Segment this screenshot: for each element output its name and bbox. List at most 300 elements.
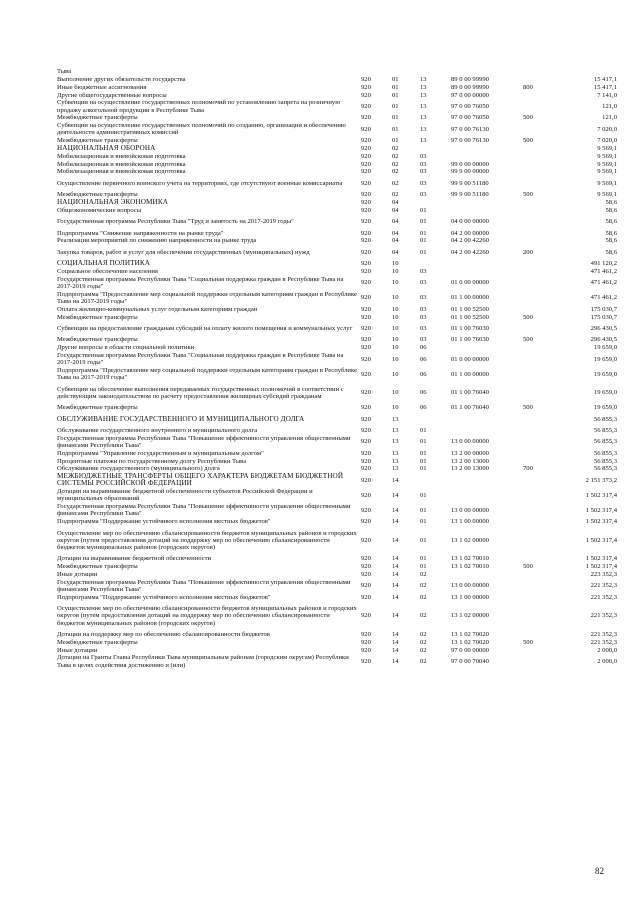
row-code: 13 1 02 00000 <box>451 536 489 544</box>
row-code: 01 <box>420 427 427 435</box>
row-code: 500 <box>523 313 533 321</box>
row-code: 03 <box>420 152 427 160</box>
row-code: 13 1 00 00000 <box>451 593 489 601</box>
table-row <box>57 593 617 601</box>
row-amount: 9 569,1 <box>597 179 617 187</box>
row-code: 800 <box>523 83 533 91</box>
row-amount: 19 659,0 <box>593 355 617 363</box>
row-name: Субвенции на осуществление государственных полномочий по созданию, организации и обеспечению деятельности административных комиссий <box>57 122 346 137</box>
row-code: 04 <box>392 199 399 207</box>
row-amount: 7 141,0 <box>597 91 617 99</box>
budget-table <box>57 68 617 669</box>
row-code: 920 <box>361 638 371 646</box>
row-code: 14 <box>392 593 399 601</box>
row-code: 03 <box>420 336 427 344</box>
table-row <box>57 450 617 458</box>
row-code: 03 <box>420 268 427 276</box>
row-code: 920 <box>361 438 371 446</box>
row-code: 01 0 00 00000 <box>451 279 489 287</box>
row-amount: 221 352,3 <box>590 612 617 620</box>
row-code: 920 <box>361 76 371 84</box>
row-code: 920 <box>361 160 371 168</box>
row-code: 01 <box>420 457 427 465</box>
row-code: 13 1 02 70010 <box>451 563 489 571</box>
row-code: 920 <box>361 582 371 590</box>
row-code: 920 <box>361 465 371 473</box>
row-name: Субвенции на предоставление гражданам субсидий на оплату жилого помещения и коммунальных услуг <box>57 325 353 333</box>
row-code: 700 <box>523 465 533 473</box>
table-row <box>57 68 617 76</box>
row-code: 97 0 00 00000 <box>451 91 489 99</box>
row-code: 920 <box>361 355 371 363</box>
page-number: 82 <box>595 866 604 876</box>
row-code: 04 <box>392 237 399 245</box>
row-code: 920 <box>361 114 371 122</box>
row-amount: 2 151 373,2 <box>585 476 617 484</box>
row-code: 920 <box>361 279 371 287</box>
row-name: Реализация мероприятий по снижению напряженности на рынке труда <box>57 237 257 245</box>
row-code: 920 <box>361 563 371 571</box>
row-name: Подпрограмма "Поддержание устойчивого исполнения местных бюджетов" <box>57 593 271 601</box>
row-code: 04 2 00 00000 <box>451 229 489 237</box>
row-name: Дотации на Гранты Главы Республики Тыва муниципальным районам (городским округам) Республики Тыва в целях содействия достижению и (или) <box>57 654 349 669</box>
row-name: Дотации на поддержку мер по обеспечению сбалансированности бюджетов <box>57 630 270 638</box>
row-name: Иные бюджетные ассигнования <box>57 83 147 91</box>
row-code: 13 <box>420 83 427 91</box>
row-code: 01 <box>420 555 427 563</box>
row-name: Подпрограмма "Снижение напряженности на рынке труда" <box>57 229 224 237</box>
row-code: 01 <box>420 536 427 544</box>
table-row <box>57 145 617 153</box>
row-code: 01 <box>392 125 399 133</box>
row-code: 03 <box>420 294 427 302</box>
row-name: Закупка товаров, работ и услуг для обеспечения государственных (муниципальных) нужд <box>57 248 310 256</box>
row-code: 10 <box>392 305 399 313</box>
row-code: 920 <box>361 229 371 237</box>
row-code: 920 <box>361 294 371 302</box>
row-code: 10 <box>392 260 399 268</box>
row-code: 06 <box>420 389 427 397</box>
table-row <box>57 473 617 488</box>
row-name: НАЦИОНАЛЬНАЯ ЭКОНОМИКА <box>57 198 169 207</box>
row-code: 01 1 00 00000 <box>451 294 489 302</box>
row-name: Государственная программа Республики Тыва "Социальная поддержка граждан в Республике Тыва на 2017-2019 годы" <box>57 352 344 367</box>
row-code: 99 9 00 00000 <box>451 168 489 176</box>
row-code: 13 0 00 00000 <box>451 582 489 590</box>
row-code: 03 <box>420 160 427 168</box>
row-code: 920 <box>361 168 371 176</box>
row-code: 13 1 02 00000 <box>451 612 489 620</box>
row-code: 14 <box>392 657 399 665</box>
row-code: 13 <box>420 103 427 111</box>
row-code: 13 <box>392 449 399 457</box>
table-row <box>57 214 617 229</box>
row-code: 10 <box>392 344 399 352</box>
row-name: Межбюджетные трансферты <box>57 137 138 145</box>
row-code: 02 <box>420 570 427 578</box>
row-amount: 56 855,3 <box>593 438 617 446</box>
row-code: 03 <box>420 279 427 287</box>
row-amount: 15 417,1 <box>593 76 617 84</box>
table-row <box>57 601 617 630</box>
row-code: 500 <box>523 191 533 199</box>
table-row <box>57 99 617 114</box>
row-name: Субвенции на осуществление государственных полномочий по установлению запрета на розничную продажу алкогольной продукции в Республике Тыва <box>57 99 341 114</box>
row-code: 01 <box>392 83 399 91</box>
row-name: Другие общегосударственные вопросы <box>57 91 167 99</box>
row-name: Государственная программа Республики Тыва "Повышение эффективности управления общественными финансами Республики Тыва" <box>57 434 351 450</box>
row-code: 13 1 02 70020 <box>451 630 489 638</box>
row-amount: 1 502 317,4 <box>585 518 617 526</box>
row-code: 13 <box>392 415 399 423</box>
row-code: 01 <box>392 91 399 99</box>
row-code: 99 9 00 51180 <box>451 191 489 199</box>
row-code: 04 2 00 42260 <box>451 248 489 256</box>
table-row <box>57 654 617 669</box>
row-code: 02 <box>392 160 399 168</box>
row-code: 920 <box>361 268 371 276</box>
table-row <box>57 367 617 382</box>
row-code: 13 0 00 00000 <box>451 506 489 514</box>
row-name: Процентные платежи по государственному долгу Республики Тыва <box>57 457 247 465</box>
table-row <box>57 555 617 563</box>
row-code: 14 <box>392 638 399 646</box>
row-amount: 56 855,3 <box>593 415 617 423</box>
row-code: 01 <box>420 563 427 571</box>
row-amount: 58,6 <box>605 237 617 245</box>
row-name: Обслуживание государственного (муниципального) долга <box>57 465 220 473</box>
row-code: 920 <box>361 536 371 544</box>
table-row <box>57 571 617 579</box>
row-code: 200 <box>523 248 533 256</box>
row-name: Государственная программа Республики Тыва "Повышение эффективности управления общественными финансами Республики Тыва" <box>57 578 351 593</box>
row-code: 01 1 00 76030 <box>451 325 489 333</box>
row-code: 04 <box>392 218 399 226</box>
row-name: Тыва <box>57 68 72 76</box>
row-code: 01 <box>420 248 427 256</box>
row-code: 01 <box>420 491 427 499</box>
row-code: 01 1 00 52500 <box>451 313 489 321</box>
row-code: 920 <box>361 612 371 620</box>
table-row <box>57 526 617 555</box>
row-name: Выполнение других обязательств государства <box>57 76 186 84</box>
table-row <box>57 435 617 450</box>
table-row <box>57 646 617 654</box>
row-code: 13 <box>392 438 399 446</box>
row-amount: 56 855,3 <box>593 427 617 435</box>
row-amount: 175 030,7 <box>590 313 617 321</box>
row-code: 500 <box>523 114 533 122</box>
table-row <box>57 503 617 518</box>
row-code: 14 <box>392 536 399 544</box>
row-amount: 58,6 <box>605 229 617 237</box>
row-code: 01 <box>420 518 427 526</box>
row-code: 920 <box>361 83 371 91</box>
row-code: 99 0 00 00000 <box>451 160 489 168</box>
table-row <box>57 207 617 215</box>
table-row <box>57 427 617 435</box>
row-amount: 1 502 317,4 <box>585 491 617 499</box>
row-code: 89 0 00 99990 <box>451 83 489 91</box>
row-amount: 58,6 <box>605 218 617 226</box>
row-code: 97 0 00 76050 <box>451 103 489 111</box>
row-code: 13 1 00 00000 <box>451 518 489 526</box>
row-code: 10 <box>392 389 399 397</box>
table-row <box>57 229 617 237</box>
row-amount: 296 430,5 <box>590 336 617 344</box>
row-code: 14 <box>392 518 399 526</box>
row-code: 920 <box>361 370 371 378</box>
row-code: 02 <box>420 638 427 646</box>
row-code: 920 <box>361 630 371 638</box>
row-name: Межбюджетные трансферты <box>57 191 138 199</box>
row-amount: 56 855,3 <box>593 457 617 465</box>
row-code: 89 0 00 99990 <box>451 76 489 84</box>
row-code: 04 <box>392 248 399 256</box>
row-amount: 296 430,5 <box>590 325 617 333</box>
row-code: 13 2 00 00000 <box>451 449 489 457</box>
row-code: 13 2 00 13000 <box>451 465 489 473</box>
row-code: 920 <box>361 91 371 99</box>
row-code: 13 <box>420 125 427 133</box>
table-row <box>57 563 617 571</box>
row-code: 01 <box>392 76 399 84</box>
row-code: 13 2 00 13000 <box>451 457 489 465</box>
row-code: 920 <box>361 260 371 268</box>
table-row <box>57 114 617 122</box>
row-code: 920 <box>361 199 371 207</box>
row-code: 06 <box>420 404 427 412</box>
row-code: 920 <box>361 415 371 423</box>
table-row <box>57 488 617 503</box>
row-name: Подпрограмма "Предоставление мер социальной поддержки отдельным категориям граждан в Республике Тыва на 2017-2019 годы" <box>57 290 357 306</box>
row-code: 97 0 00 76050 <box>451 114 489 122</box>
table-row <box>57 122 617 137</box>
row-name: Межбюджетные трансферты <box>57 336 138 344</box>
table-row <box>57 457 617 465</box>
row-code: 13 <box>420 91 427 99</box>
row-code: 97 0 00 76130 <box>451 125 489 133</box>
row-code: 500 <box>523 404 533 412</box>
row-amount: 56 855,3 <box>593 449 617 457</box>
row-code: 01 0 00 00000 <box>451 355 489 363</box>
row-code: 03 <box>420 305 427 313</box>
row-code: 920 <box>361 325 371 333</box>
table-row <box>57 176 617 191</box>
row-code: 920 <box>361 191 371 199</box>
table-row <box>57 631 617 639</box>
row-code: 920 <box>361 313 371 321</box>
row-amount: 9 569,1 <box>597 160 617 168</box>
row-code: 920 <box>361 125 371 133</box>
row-amount: 9 569,1 <box>597 168 617 176</box>
row-amount: 221 352,3 <box>590 630 617 638</box>
row-code: 02 <box>392 152 399 160</box>
table-row <box>57 84 617 92</box>
table-row <box>57 168 617 176</box>
row-amount: 1 502 317,4 <box>585 506 617 514</box>
row-code: 14 <box>392 476 399 484</box>
row-amount: 121,0 <box>602 114 617 122</box>
row-code: 02 <box>420 593 427 601</box>
row-amount: 471 461,2 <box>590 279 617 287</box>
row-name: Мобилизационная и вневойсковая подготовка <box>57 152 186 160</box>
row-code: 920 <box>361 427 371 435</box>
table-row <box>57 336 617 344</box>
row-code: 01 <box>392 137 399 145</box>
row-code: 920 <box>361 506 371 514</box>
table-row <box>57 382 617 404</box>
row-code: 13 1 02 70010 <box>451 555 489 563</box>
row-code: 01 1 00 76040 <box>451 404 489 412</box>
row-code: 02 <box>392 179 399 187</box>
row-code: 14 <box>392 612 399 620</box>
row-amount: 56 855,3 <box>593 465 617 473</box>
row-code: 04 2 00 42260 <box>451 237 489 245</box>
table-row <box>57 153 617 161</box>
row-amount: 19 659,0 <box>593 370 617 378</box>
row-code: 97 0 00 00000 <box>451 646 489 654</box>
row-code: 920 <box>361 103 371 111</box>
table-row <box>57 352 617 367</box>
row-amount: 58,6 <box>605 199 617 207</box>
row-code: 02 <box>392 168 399 176</box>
row-amount: 19 659,0 <box>593 344 617 352</box>
row-name: Иные дотации <box>57 646 98 654</box>
row-amount: 58,6 <box>605 206 617 214</box>
row-code: 99 9 00 51180 <box>451 179 489 187</box>
row-code: 04 <box>392 206 399 214</box>
table-row <box>57 344 617 352</box>
row-name: Мобилизационная и вневойсковая подготовка <box>57 168 186 176</box>
row-code: 97 0 00 70040 <box>451 657 489 665</box>
row-code: 01 <box>420 438 427 446</box>
row-code: 13 1 02 70020 <box>451 638 489 646</box>
row-code: 14 <box>392 491 399 499</box>
row-name: Подпрограмма "Управление государственным и муниципальным долгом" <box>57 449 264 457</box>
row-code: 10 <box>392 294 399 302</box>
row-name: Другие вопросы в области социальной политики <box>57 344 195 352</box>
row-code: 02 <box>420 630 427 638</box>
row-code: 01 1 00 52500 <box>451 305 489 313</box>
row-code: 01 <box>420 506 427 514</box>
table-row <box>57 638 617 646</box>
row-code: 06 <box>420 355 427 363</box>
row-name: Иные дотации <box>57 570 98 578</box>
row-code: 920 <box>361 344 371 352</box>
row-code: 920 <box>361 305 371 313</box>
row-code: 10 <box>392 370 399 378</box>
table-row <box>57 276 617 291</box>
table-row <box>57 260 617 268</box>
row-amount: 121,0 <box>602 103 617 111</box>
row-code: 13 <box>420 76 427 84</box>
row-code: 03 <box>420 325 427 333</box>
row-code: 14 <box>392 555 399 563</box>
row-amount: 19 659,0 <box>593 404 617 412</box>
row-code: 14 <box>392 646 399 654</box>
row-name: Осуществление мер по обеспечению сбалансированности бюджетов муниципальных районов и городских округов (путем предоставления дотаций на поддержку мер по обеспечению сбалансированности бюджетов муниципальных районов (городских округов) <box>57 605 357 627</box>
row-code: 14 <box>392 630 399 638</box>
row-code: 920 <box>361 137 371 145</box>
row-name: Обслуживание государственного внутреннего и муниципального долга <box>57 427 258 435</box>
row-code: 920 <box>361 237 371 245</box>
row-code: 10 <box>392 325 399 333</box>
row-amount: 223 352,3 <box>590 570 617 578</box>
row-code: 01 <box>420 449 427 457</box>
row-name: Осуществление первичного воинского учета на территориях, где отсутствуют военные комиссариаты <box>57 179 343 187</box>
row-code: 03 <box>420 191 427 199</box>
row-code: 10 <box>392 268 399 276</box>
row-name: МЕЖБЮДЖЕТНЫЕ ТРАНСФЕРТЫ ОБЩЕГО ХАРАКТЕРА БЮДЖЕТАМ БЮДЖЕТНОЙ СИСТЕМЫ РОССИЙСКОЙ ФЕДЕРАЦИИ <box>57 472 344 488</box>
row-name: НАЦИОНАЛЬНАЯ ОБОРОНА <box>57 144 156 153</box>
row-name: Оплата жилищно-коммунальных услуг отдельным категориям граждан <box>57 305 258 313</box>
row-code: 10 <box>392 336 399 344</box>
row-code: 920 <box>361 657 371 665</box>
row-code: 13 <box>392 457 399 465</box>
row-code: 920 <box>361 336 371 344</box>
row-amount: 491 120,2 <box>590 260 617 268</box>
row-code: 920 <box>361 570 371 578</box>
row-code: 920 <box>361 457 371 465</box>
table-row <box>57 268 617 276</box>
row-code: 10 <box>392 313 399 321</box>
row-code: 920 <box>361 152 371 160</box>
row-amount: 471 461,2 <box>590 268 617 276</box>
row-code: 13 0 00 00000 <box>451 438 489 446</box>
row-name: Мобилизационная и вневойсковая подготовка <box>57 160 186 168</box>
row-code: 920 <box>361 404 371 412</box>
row-amount: 15 417,1 <box>593 83 617 91</box>
row-code: 01 1 00 76030 <box>451 336 489 344</box>
row-name: Социальное обеспечение населения <box>57 268 158 276</box>
row-amount: 221 352,3 <box>590 593 617 601</box>
row-code: 14 <box>392 570 399 578</box>
row-code: 01 <box>392 114 399 122</box>
row-amount: 58,6 <box>605 248 617 256</box>
row-code: 04 <box>392 229 399 237</box>
row-code: 03 <box>420 168 427 176</box>
row-amount: 1 502 317,4 <box>585 555 617 563</box>
row-code: 04 0 00 00000 <box>451 218 489 226</box>
row-code: 13 <box>420 137 427 145</box>
row-amount: 2 000,0 <box>597 657 617 665</box>
row-amount: 1 502 317,4 <box>585 563 617 571</box>
row-code: 500 <box>523 336 533 344</box>
row-amount: 1 502 317,4 <box>585 536 617 544</box>
row-name: Государственная программа Республики Тыва "Повышение эффективности управления общественными финансами Республики Тыва" <box>57 503 351 518</box>
row-code: 01 <box>420 229 427 237</box>
row-code: 01 <box>420 237 427 245</box>
row-name: Межбюджетные трансферты <box>57 114 138 122</box>
row-name: Дотации на выравнивание бюджетной обеспеченности <box>57 555 212 563</box>
row-code: 13 <box>392 427 399 435</box>
row-amount: 9 569,1 <box>597 152 617 160</box>
row-code: 920 <box>361 145 371 153</box>
row-code: 920 <box>361 449 371 457</box>
table-row <box>57 321 617 336</box>
row-name: Дотации на выравнивание бюджетной обеспеченности субъектов Российской Федерации и муниципальных образований <box>57 488 313 503</box>
row-name: Государственная программа Республики Тыва "Труд и занятость на 2017-2019 годы" <box>57 218 294 226</box>
table-row <box>57 578 617 593</box>
row-code: 920 <box>361 518 371 526</box>
table-row <box>57 199 617 207</box>
row-amount: 221 352,3 <box>590 638 617 646</box>
row-code: 920 <box>361 646 371 654</box>
table-row <box>57 91 617 99</box>
row-code: 500 <box>523 137 533 145</box>
row-code: 14 <box>392 506 399 514</box>
